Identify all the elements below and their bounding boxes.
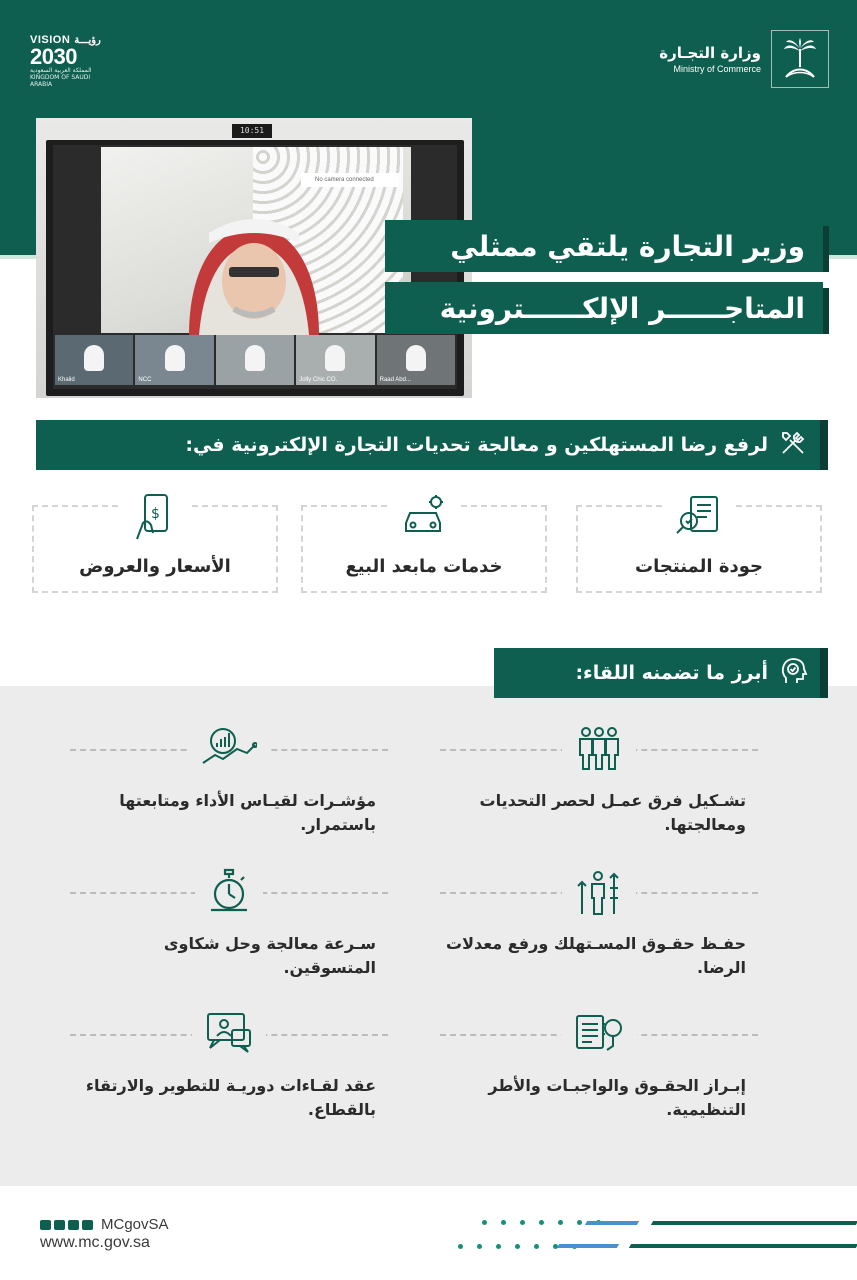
highlight-text: سـرعة معالجة وحل شكاوى المتسوقين. bbox=[163, 934, 376, 977]
price-phone-icon bbox=[119, 493, 191, 545]
card-product-quality bbox=[576, 505, 822, 593]
instagram-icon[interactable] bbox=[68, 1220, 79, 1230]
headline-line-1 bbox=[385, 220, 823, 272]
highlight-text: مؤشـرات لقيـاس الأداء ومتابعتها باستمرار. bbox=[119, 791, 376, 834]
participant-tile: Raad Abd... bbox=[377, 335, 455, 385]
ministry-name-en: Ministry of Commerce bbox=[673, 64, 761, 74]
footer bbox=[0, 1186, 857, 1280]
highlight-item bbox=[440, 1010, 758, 1130]
vision-arabic: رؤيـــة bbox=[74, 35, 101, 46]
performance-chart-icon bbox=[189, 725, 269, 773]
after-sales-car-icon bbox=[388, 493, 460, 541]
highlights-heading-text: أبرز ما تضمنه اللقاء: bbox=[575, 662, 768, 684]
consumer-growth-icon bbox=[562, 868, 636, 920]
highlight-text: تشـكيل فرق عمـل لحصر التحديات ومعالجتها. bbox=[479, 791, 746, 834]
card-label: الأسعار والعروض bbox=[79, 556, 231, 577]
tools-icon bbox=[778, 428, 808, 463]
youtube-icon[interactable] bbox=[82, 1220, 93, 1230]
participant-thumbnails bbox=[55, 335, 455, 385]
section-heading-goals bbox=[36, 420, 820, 470]
wall-clock: 10:51 bbox=[232, 124, 272, 138]
participant-tile: NCC bbox=[135, 335, 213, 385]
product-quality-icon bbox=[663, 493, 735, 541]
decor-line bbox=[651, 1221, 857, 1225]
vision-label: VISION bbox=[30, 34, 71, 46]
vision-country-en: KINGDOM OF SAUDI ARABIA bbox=[30, 74, 91, 88]
palm-swords-emblem-icon bbox=[771, 30, 829, 88]
highlight-item bbox=[440, 868, 758, 988]
decor-line bbox=[629, 1244, 857, 1248]
website-link[interactable]: www.mc.gov.sa bbox=[40, 1234, 150, 1251]
decor-line bbox=[585, 1221, 639, 1225]
stopwatch-icon bbox=[195, 868, 263, 920]
participant-tile bbox=[216, 335, 294, 385]
vision-country-ar: المملكة العربية السعودية bbox=[30, 67, 92, 74]
main-video bbox=[101, 147, 411, 333]
twitter-icon[interactable] bbox=[40, 1220, 51, 1230]
svg-text:$: $ bbox=[151, 506, 160, 522]
no-camera-banner: No camera connected bbox=[301, 173, 399, 187]
meeting-icon bbox=[192, 1010, 266, 1060]
highlight-item bbox=[70, 1010, 388, 1130]
ministry-name-ar: وزارة التجـارة bbox=[659, 44, 761, 62]
social-handle[interactable]: MCgovSA bbox=[101, 1216, 169, 1233]
highlight-item bbox=[70, 725, 388, 845]
headline-text-1: وزير التجارة يلتقي ممثلي bbox=[450, 229, 805, 263]
headline-line-2 bbox=[385, 282, 823, 334]
speaker-figure bbox=[179, 209, 329, 335]
goals-heading-text: لرفع رضا المستهلكين و معالجة تحديات التجارة الإلكترونية في: bbox=[185, 434, 768, 456]
highlight-text: عقد لقـاءات دوريـة للتطوير والارتقاء بالقطاع. bbox=[85, 1076, 376, 1119]
card-label: جودة المنتجات bbox=[635, 556, 763, 577]
card-prices-offers bbox=[32, 505, 278, 593]
highlight-item bbox=[70, 868, 388, 988]
decor-line bbox=[557, 1244, 619, 1248]
vision-year: 2030 bbox=[30, 44, 77, 69]
head-check-icon bbox=[778, 656, 808, 691]
participant-tile: Jolly Chic CO. bbox=[296, 335, 374, 385]
participant-tile: Khalid bbox=[55, 335, 133, 385]
section-heading-highlights bbox=[494, 648, 820, 698]
headline-text-2: المتاجــــــر الإلكــــــترونية bbox=[439, 291, 805, 325]
team-icon bbox=[562, 725, 636, 775]
highlight-text: إبـراز الحقـوق والواجبـات والأطر التنظيمية. bbox=[488, 1076, 746, 1119]
decor-dots bbox=[482, 1220, 601, 1225]
highlight-text: حفـظ حقـوق المسـتهلك ورفع معدلات الرضا. bbox=[445, 934, 746, 977]
vision-2030-logo bbox=[30, 34, 110, 88]
highlight-item bbox=[440, 725, 758, 845]
card-label: خدمات مابعد البيع bbox=[345, 556, 503, 577]
facebook-icon[interactable] bbox=[54, 1220, 65, 1230]
card-after-sales bbox=[301, 505, 547, 593]
regulations-icon bbox=[561, 1010, 637, 1058]
social-links bbox=[40, 1216, 169, 1233]
ministry-logo bbox=[659, 30, 829, 88]
